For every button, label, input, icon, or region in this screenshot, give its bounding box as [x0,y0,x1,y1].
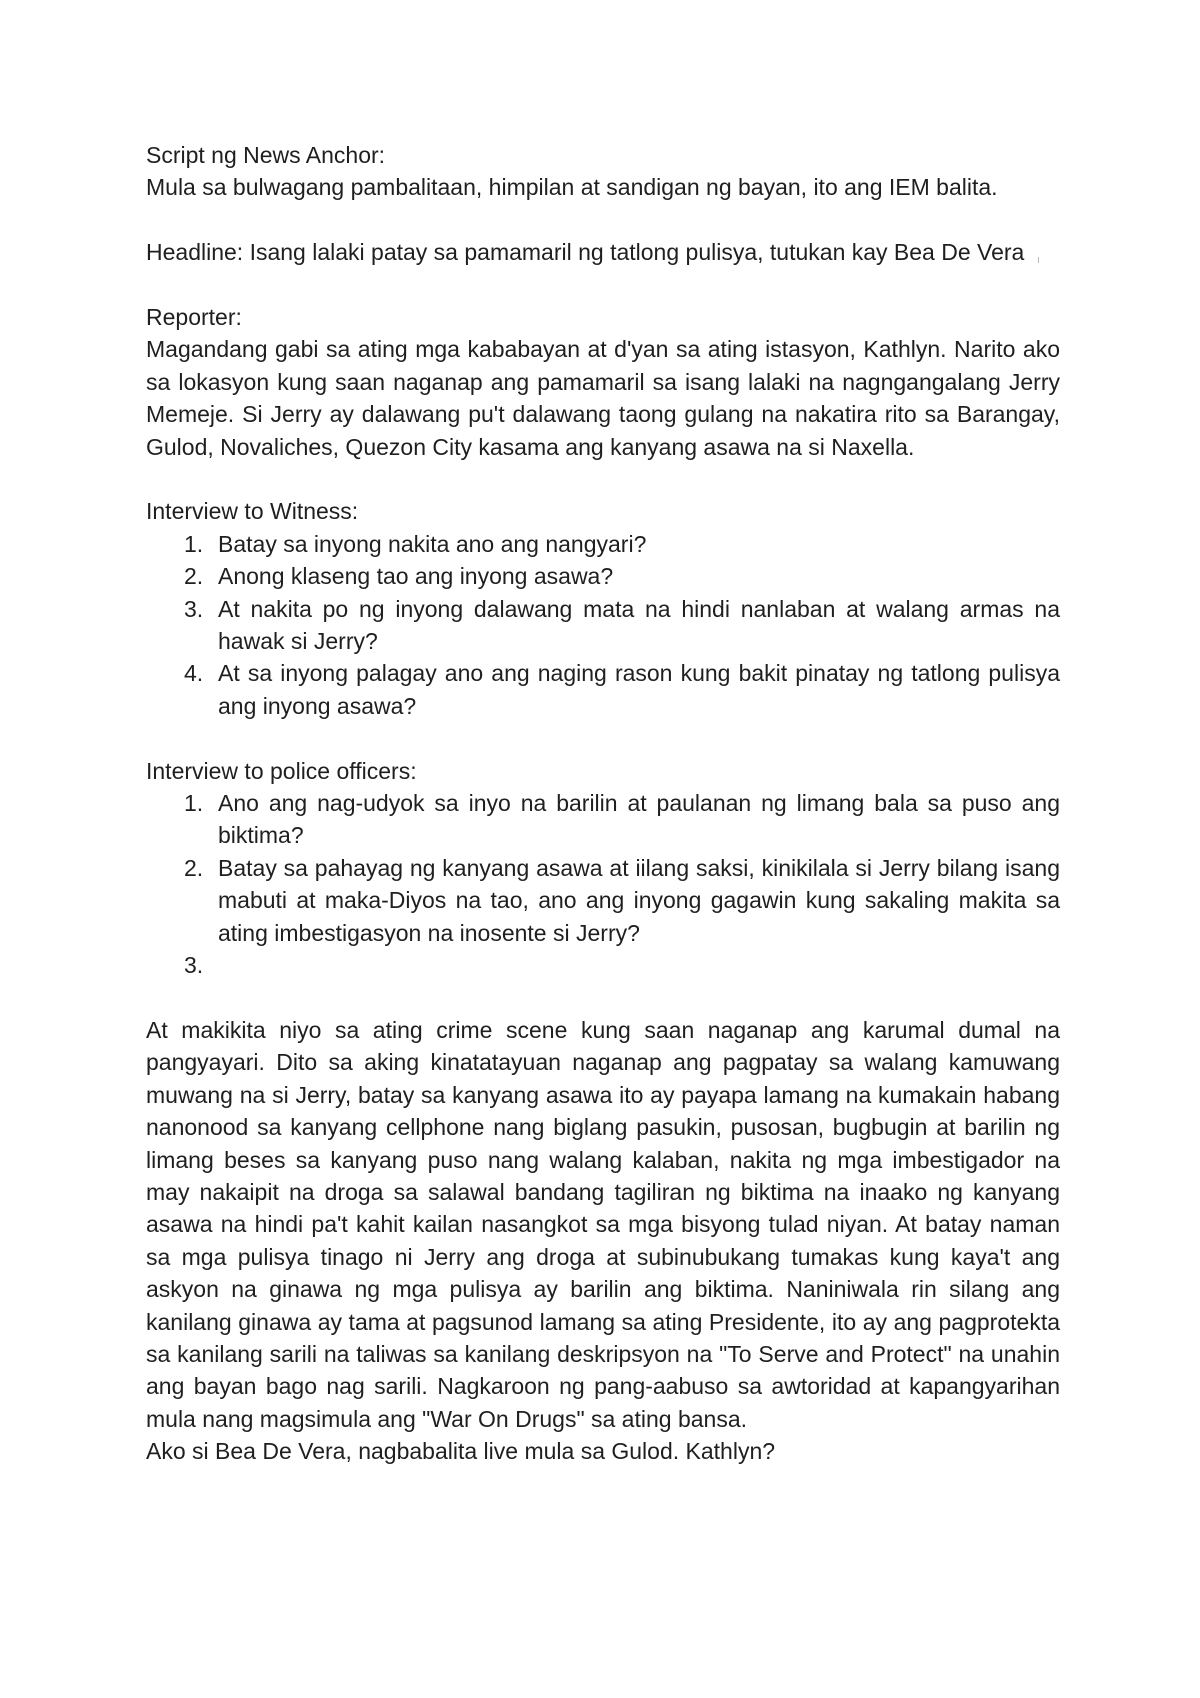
list-number: 1. [184,790,204,817]
list-number: 3. [184,952,204,979]
signoff: Ako si Bea De Vera, nagbabalita live mula sa Gulod. Kathlyn? [146,1438,776,1465]
witness-question [146,528,1060,560]
police-question [146,787,1060,852]
spacer [146,981,1060,1013]
list-number: 2. [184,563,204,590]
spacer [146,463,1060,495]
question-text: Batay sa inyong nakita ano ang nangyari? [218,530,647,557]
question-text: At nakita po ng inyong dalawang mata na hindi nanlaban at walang armas na hawak si Jerry? [218,595,1060,655]
spacer [146,269,1060,301]
witness-question [146,593,1060,658]
police-label: Interview to police officers: [146,757,417,784]
question-text: Anong klaseng tao ang inyong asawa? [218,563,614,590]
reporter-intro: Magandang gabi sa ating mga kababayan at d'yan sa ating istasyon, Kathlyn. Narito ako sa lokasyon kung saan naganap ang pamamaril sa isang lalaki na nagngangalang Jerry Memeje. Si Jerry ay dalawang pu't dalawang taong gulang na nakatira rito sa Barangay, Gulod, Novaliches, Quezon City kasama ang kanyang asawa na si Naxella. [146,336,1060,460]
witness-question [146,560,1060,592]
question-text: Batay sa pahayag ng kanyang asawa at iilang saksi, kinikilala si Jerry bilang isang mabuti at maka-Diyos na tao, ano ang inyong gagawin kung sakaling makita sa ating imbestigasyon na inosente si Jerry? [218,854,1060,946]
reporter-label: Reporter: [146,304,242,330]
police-question [146,852,1060,949]
witness-question [146,657,1060,722]
headline [146,236,1060,268]
spacer [146,722,1060,754]
list-number: 1. [184,530,204,557]
list-number: 3. [184,595,204,622]
question-text: At sa inyong palagay ano ang naging rason kung bakit pinatay ng tatlong pulisya ang inyong asawa? [218,660,1060,719]
document-page [146,139,1060,1468]
witness-question-list [146,528,1060,722]
list-number: 2. [184,854,204,881]
headline-text: Headline: Isang lalaki patay sa pamamaril ng tatlong pulisya, tutukan kay Bea De Vera [146,239,1025,266]
police-question [146,949,1060,981]
witness-label: Interview to Witness: [146,498,359,525]
police-question-list [146,787,1060,981]
anchor-opening: Mula sa bulwagang pambalitaan, himpilan at sandigan ng bayan, ito ang IEM balita. [146,174,998,201]
cursor-mark [1038,257,1039,263]
report-body: At makikita niyo sa ating crime scene kung saan naganap ang karumal dumal na pangyayari. Dito sa aking kinatatayuan naganap ang pagpatay sa walang kamuwang muwang na si Jerry, batay sa kanyang asawa ito ay payapa lamang na kumakain habang nanonood sa kanyang cellphone nang biglang pasukin, pusosan, bugbugin at barilin ng limang beses sa kanyang puso nang walang kalaban, nakita ng mga imbestigador na may nakaipit na droga sa salawal bandang tagiliran ng biktima na inaako ng kanyang asawa na hindi pa't kahit kailan nasangkot sa mga bisyong tulad niyan. At batay naman sa mga pulisya tinago ni Jerry ang droga at subinubukang tumakas kung kaya't ang askyon na ginawa ng mga pulisya ay barilin ang biktima. Naniniwala rin silang ang kanilang ginawa ay tama at pagsunod lamang sa ating Presidente, ito ay ang pagprotekta sa kanilang sarili na taliwas sa kanilang deskripsyon na "To Serve and Protect" na unahin ang bayan bago nag sarili. Nagkaroon ng pang-aabuso sa awtoridad at kapangyarihan mula nang magsimula ang "War On Drugs" sa ating bansa. [146,1016,1060,1432]
anchor-label: Script ng News Anchor: [146,142,386,168]
question-text: Ano ang nag-udyok sa inyo na barilin at paulanan ng limang bala sa puso ang biktima? [218,790,1060,849]
list-number: 4. [184,660,204,687]
spacer [146,204,1060,236]
